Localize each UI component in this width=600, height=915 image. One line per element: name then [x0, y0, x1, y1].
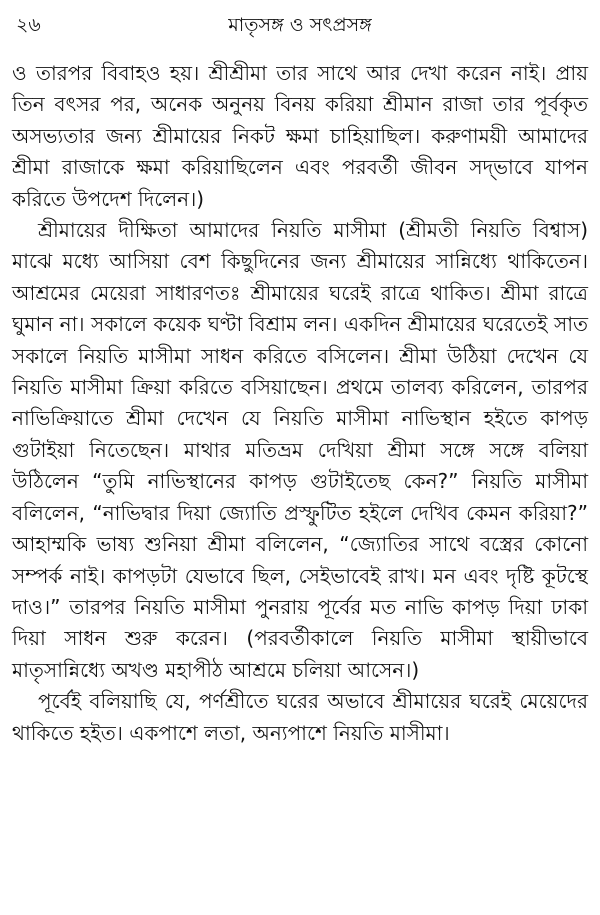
body-text	[12, 58, 588, 749]
paragraph-continuation: ও তারপর বিবাহও হয়। শ্রীশ্রীমা তার সাথে আর দেখা করেন নাই। প্রায় তিন বৎসর পর, অনেক অনুনয় বিনয় করিয়া শ্রীমান রাজা তার পূর্বকৃত অসভ্যতার জন্য শ্রীমায়ের নিকট ক্ষমা চাহিয়াছিল। করুণাময়ী আমাদের শ্রীমা রাজাকে ক্ষমা করিয়াছিলেন এবং পরবর্তী জীবন সদ্‌ভাবে যাপন করিতে উপদেশ দিলেন।)	[12, 61, 588, 211]
running-title: মাতৃসঙ্গ ও সৎপ্রসঙ্গ	[228, 14, 372, 36]
paragraph-niyati-masima: শ্রীমায়ের দীক্ষিতা আমাদের নিয়তি মাসীমা (শ্রীমতী নিয়তি বিশ্বাস) মাঝে মধ্যে আসিয়া বেশ কিছুদিনের জন্য শ্রীমায়ের সান্নিধ্যে থাকিতেন। আশ্রমের মেয়েরা সাধারণতঃ শ্রীমায়ের ঘরেই রাত্রে থাকিত। শ্রীমা রাত্রে ঘুমান না। সকালে কয়েক ঘণ্টা বিশ্রাম লন। একদিন শ্রীমায়ের ঘরেতেই সাত সকালে নিয়তি মাসীমা সাধন করিতে বসিলেন। শ্রীমা উঠিয়া দেখেন যে নিয়তি মাসীমা ক্রিয়া করিতে বসিয়াছেন। প্রথমে তালব্য করিলেন, তারপর নাভিক্রিয়াতে শ্রীমা দেখেন যে নিয়তি মাসীমা নাভিস্থান হইতে কাপড় গুটাইয়া নিতেছেন। মাথার মতিভ্রম দেখিয়া শ্রীমা সঙ্গে সঙ্গে বলিয়া উঠিলেন “তুমি নাভিস্থানের কাপড় গুটাইতেছ কেন?” নিয়তি মাসীমা বলিলেন, “নাভিদ্বার দিয়া জ্যোতি প্রস্ফুটিত হইলে দেখিব কেমন করিয়া?” আহাম্মকি ভাষ্য শুনিয়া শ্রীমা বলিলেন, “জ্যোতির সাথে বস্ত্রের কোনো সম্পর্ক নাই। কাপড়টা যেভাবে ছিল, সেইভাবেই রাখ। মন এবং দৃষ্টি কূটস্থে দাও।” তারপর নিয়তি মাসীমা পুনরায় পূর্বের মত নাভি কাপড় দিয়া ঢাকা দিয়া সাধন শুরু করেন। (পরবর্তীকালে নিয়তি মাসীমা স্থায়ীভাবে মাতৃসান্নিধ্যে অখণ্ড মহাপীঠ আশ্রমে চলিয়া আসেন।)	[12, 218, 588, 682]
page-number: ২৬	[16, 14, 41, 36]
page-header	[12, 10, 588, 50]
paragraph-parnashree: পূর্বেই বলিয়াছি যে, পর্ণশ্রীতে ঘরের অভাবে শ্রীমায়ের ঘরেই মেয়েদের থাকিতে হইত। একপাশে লতা, অন্যপাশে নিয়তি মাসীমা।	[12, 689, 588, 745]
